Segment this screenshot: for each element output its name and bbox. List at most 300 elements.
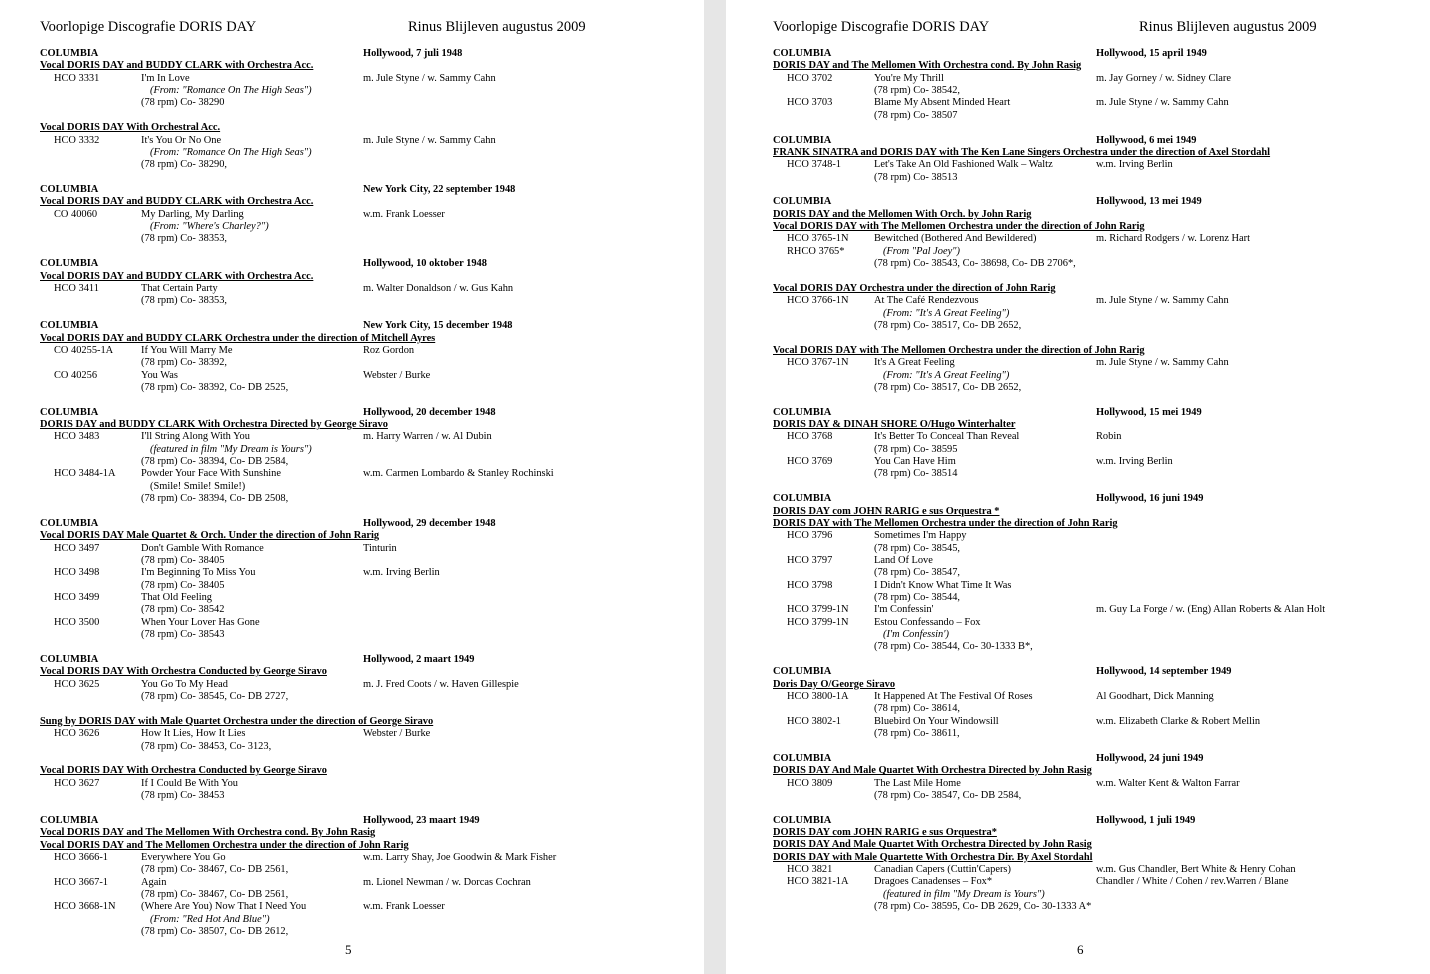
line-issue [773,543,1423,555]
composer: m. Jule Styne / w. Sammy Cahn [1096,295,1229,307]
line-track [773,691,1423,703]
line-label [40,654,680,666]
line-track [40,778,680,790]
line-heading [40,716,680,728]
line-label [40,320,680,332]
session-heading: Sung by DORIS DAY with Male Quartet Orchestra under the direction of George Siravo [40,715,434,727]
line-track [773,555,1423,567]
track-title: You're My Thrill [874,72,944,84]
issue-info: (78 rpm) Co- 38405 [141,555,225,567]
session-place-date: Hollywood, 13 mei 1949 [1096,196,1202,208]
label-name: COLUMBIA [40,48,99,59]
discography-body [40,48,680,951]
composer: w.m. Frank Loesser [363,901,445,913]
track-note: (From "Pal Joey") [883,245,961,257]
line-issue [40,790,680,802]
line-issue [773,320,1423,332]
line-track [773,233,1423,245]
line-track [773,876,1423,888]
page-header-title: Voorlopige Discografie DORIS DAY [773,19,990,35]
page-header-author: Rinus Blijleven augustus 2009 [408,19,586,35]
matrix-number: HCO 3668-1N [54,901,116,913]
session-block [773,283,1423,332]
line-track [40,877,680,889]
line-heading [773,518,1423,530]
issue-info: (78 rpm) Co- 38507 [874,109,958,121]
line-issue [40,493,680,505]
line-track [773,295,1423,307]
line-track [40,567,680,579]
composer: m. Harry Warren / w. Al Dubin [363,431,492,443]
issue-info: (78 rpm) Co- 38453, Co- 3123, [141,740,272,752]
session-block [40,258,680,307]
line-heading [773,506,1423,518]
line-heading [40,122,680,134]
composer: w.m. Walter Kent & Walton Farrar [1096,777,1240,789]
line-heading [773,147,1423,159]
track-title: If I Could Be With You [141,777,238,789]
label-name: COLUMBIA [40,518,99,529]
session-block [40,122,680,171]
issue-info: (78 rpm) Co- 38543, Co- 38698, Co- DB 2706*, [874,258,1076,270]
session-place-date: Hollywood, 23 maart 1949 [363,814,480,826]
matrix-number: HCO 3332 [54,134,100,146]
matrix-number: HCO 3702 [787,72,833,84]
line-issue [40,295,680,307]
line-heading [773,852,1423,864]
line-track [40,283,680,295]
issue-info: (78 rpm) Co- 38595 [874,443,958,455]
track-title: (Where Are You) Now That I Need You [141,901,307,913]
label-name: COLUMBIA [40,814,99,826]
line-issue [773,641,1423,653]
line-heading [40,60,680,72]
matrix-number: HCO 3800-1A [787,690,849,702]
line-label [773,753,1423,765]
label-name: COLUMBIA [773,48,832,59]
line-track [773,604,1423,616]
line-heading [40,196,680,208]
issue-info: (78 rpm) Co- 38507, Co- DB 2612, [141,925,289,937]
line-track [40,617,680,629]
composer: Tinturin [363,542,397,554]
composer: w.m. Irving Berlin [363,567,440,579]
issue-info: (78 rpm) Co- 38353, [141,233,228,245]
line-heading [773,765,1423,777]
matrix-number: CO 40255-1A [54,344,114,356]
session-place-date: Hollywood, 29 december 1948 [363,518,496,529]
session-heading: Vocal DORIS DAY and The Mellomen Orchestra under the direction of John Rarig [40,839,409,851]
session-heading: DORIS DAY And Male Quartet With Orchestra Directed by John Rasig [773,765,1092,777]
line-note [40,147,680,159]
line-issue [773,567,1423,579]
page-number: 6 [1077,942,1084,957]
composer: Al Goodhart, Dick Manning [1096,690,1214,702]
matrix-number: HCO 3626 [54,728,100,740]
matrix-number: HCO 3666-1 [54,851,108,863]
track-title: Blame My Absent Minded Heart [874,97,1011,109]
line-issue [40,357,680,369]
track-title: The Last Mile Home [874,777,961,789]
line-track [40,679,680,691]
track-title: Don't Gamble With Romance [141,542,264,554]
session-block [40,184,680,246]
label-name: COLUMBIA [40,320,99,332]
session-place-date: Hollywood, 14 september 1949 [1096,666,1232,678]
session-block [40,765,680,802]
line-issue [40,864,680,876]
matrix-number: HCO 3799-1N [787,604,849,616]
line-track [773,159,1423,171]
matrix-number: RHCO 3765* [787,245,845,257]
session-block [773,196,1423,270]
line-issue [773,728,1423,740]
track-title: It's You Or No One [141,134,222,146]
track-title: Estou Confessando – Fox [874,616,981,628]
matrix-number: HCO 3498 [54,567,100,579]
composer: w.m. Gus Chandler, Bert White & Henry Cohan [1096,864,1296,876]
session-place-date: Hollywood, 7 juli 1948 [363,48,463,59]
line-label [40,407,680,419]
line-issue [773,172,1423,184]
session-place-date: Hollywood, 1 juli 1949 [1096,814,1196,826]
line-heading [773,679,1423,691]
track-title: Bluebird On Your Windowsill [874,715,999,727]
track-title: That Certain Party [141,283,218,294]
session-block [40,48,680,110]
session-block [773,815,1423,914]
issue-info: (78 rpm) Co- 38542, [874,85,961,97]
line-issue [773,382,1423,394]
matrix-number: HCO 3767-1N [787,357,849,369]
issue-info: (78 rpm) Co- 38467, Co- DB 2561, [141,864,289,876]
track-title: How It Lies, How It Lies [141,728,246,740]
composer: w.m. Larry Shay, Joe Goodwin & Mark Fisher [363,851,557,863]
matrix-number: HCO 3768 [787,431,833,443]
line-label [40,258,680,270]
issue-info: (78 rpm) Co- 38290, [141,159,228,171]
line-track [773,456,1423,468]
line-issue [40,382,680,394]
session-heading: Doris Day O/George Siravo [773,678,896,690]
composer: m. Richard Rodgers / w. Lorenz Hart [1096,233,1250,245]
session-heading: Vocal DORIS DAY With Orchestral Acc. [40,122,221,134]
track-title: I'm In Love [141,72,190,84]
line-label [773,493,1423,505]
session-heading: Vocal DORIS DAY and BUDDY CLARK with Orchestra Acc. [40,196,314,208]
session-heading: Vocal DORIS DAY With Orchestra Conducted by George Siravo [40,765,327,777]
matrix-number: HCO 3821-1A [787,876,849,888]
line-issue [40,604,680,616]
composer: m. Jule Styne / w. Sammy Cahn [1096,357,1229,369]
line-track [773,97,1423,109]
line-heading [40,666,680,678]
issue-info: (78 rpm) Co- 38547, Co- DB 2584, [874,789,1022,801]
line-note [773,308,1423,320]
matrix-number: HCO 3748-1 [787,159,841,171]
track-note: (From: "Romance On The High Seas") [150,85,312,97]
line-label [40,184,680,196]
line-label [40,815,680,827]
track-title: If You Will Marry Me [141,344,233,356]
issue-info: (78 rpm) Co- 38517, Co- DB 2652, [874,381,1022,393]
composer: Roz Gordon [363,344,415,356]
line-track [40,431,680,443]
line-issue [40,889,680,901]
session-heading: DORIS DAY with The Mellomen Orchestra under the direction of John Rarig [773,518,1118,529]
line-note [773,370,1423,382]
line-issue [773,468,1423,480]
track-title: You Can Have Him [874,456,956,468]
matrix-number: HCO 3809 [787,777,833,789]
line-issue [773,703,1423,715]
session-place-date: Hollywood, 20 december 1948 [363,406,496,418]
track-title: My Darling, My Darling [141,208,244,220]
issue-info: (78 rpm) Co- 38595, Co- DB 2629, Co- 30-1333 A* [874,901,1092,913]
session-heading: Vocal DORIS DAY and The Mellomen With Orchestra cond. By John Rasig [40,827,376,839]
issue-info: (78 rpm) Co- 38514 [874,468,958,480]
issue-info: (78 rpm) Co- 38394, Co- DB 2584, [141,456,289,468]
line-heading [773,345,1423,357]
session-heading: Vocal DORIS DAY and BUDDY CLARK Orchestra under the direction of Mitchell Ayres [40,332,436,344]
session-block [40,716,680,753]
label-name: COLUMBIA [773,493,832,505]
line-heading [773,283,1423,295]
track-title: When Your Lover Has Gone [141,616,260,628]
session-heading: Vocal DORIS DAY With Orchestra Conducted by George Siravo [40,666,327,678]
line-label [773,196,1423,208]
composer: Webster / Burke [363,728,431,740]
matrix-number: HCO 3798 [787,579,833,591]
track-title: I Didn't Know What Time It Was [874,579,1012,591]
line-issue [40,926,680,938]
composer: w.m. Irving Berlin [1096,159,1173,171]
track-title: Everywhere You Go [141,851,226,863]
issue-info: (78 rpm) Co- 38392, [141,357,228,369]
matrix-number: HCO 3497 [54,542,100,554]
matrix-number: HCO 3703 [787,97,833,109]
session-block [773,407,1423,481]
label-name: COLUMBIA [40,258,99,270]
matrix-number: HCO 3769 [787,456,833,468]
session-heading: DORIS DAY com JOHN RARIG e sus Orquestra * [773,505,1000,517]
line-issue [40,691,680,703]
composer: Robin [1096,431,1122,443]
track-title: At The Café Rendezvous [874,295,979,307]
composer: w.m. Irving Berlin [1096,456,1173,468]
session-block [773,48,1423,122]
line-track [773,864,1423,876]
issue-info: (78 rpm) Co- 38545, [874,542,961,554]
line-issue [40,580,680,592]
line-track [773,431,1423,443]
session-block [773,493,1423,653]
track-title: Again [141,876,167,888]
line-track [40,901,680,913]
matrix-number: HCO 3625 [54,678,100,690]
track-title: Dragoes Canadenses – Fox* [874,876,993,888]
line-track [773,778,1423,790]
line-heading [40,419,680,431]
issue-info: (78 rpm) Co- 38517, Co- DB 2652, [874,320,1022,332]
session-place-date: Hollywood, 10 oktober 1948 [363,258,487,270]
matrix-number: HCO 3765-1N [787,233,849,245]
matrix-number: HCO 3799-1N [787,616,849,628]
issue-info: (78 rpm) Co- 38542 [141,604,225,616]
session-heading: FRANK SINATRA and DORIS DAY with The Ken Lane Singers Orchestra under the direction of Axel Stordahl [773,146,1271,158]
line-note [773,629,1423,641]
matrix-number: CO 40060 [54,208,98,220]
composer: Webster / Burke [363,369,431,381]
session-heading: DORIS DAY And Male Quartet With Orchestra Directed by John Rasig [773,839,1092,851]
issue-info: (78 rpm) Co- 38545, Co- DB 2727, [141,690,289,702]
session-block [773,135,1423,184]
line-issue [773,790,1423,802]
line-note [40,914,680,926]
track-title: I'm Beginning To Miss You [141,567,256,579]
line-label [773,135,1423,147]
session-heading: DORIS DAY and The Mellomen With Orchestra cond. By John Rasig [773,60,1082,72]
label-name: COLUMBIA [773,814,832,826]
label-name: COLUMBIA [40,184,99,196]
issue-info: (78 rpm) Co- 38544, [874,592,961,604]
line-heading [773,60,1423,72]
matrix-number: HCO 3483 [54,431,100,443]
line-track [773,716,1423,728]
issue-info: (78 rpm) Co- 38544, Co- 30-1333 B*, [874,641,1033,653]
composer: m. Jule Styne / w. Sammy Cahn [363,134,496,146]
line-track [773,530,1423,542]
track-title: Canadian Capers (Cuttin'Capers) [874,864,1011,876]
composer: Chandler / White / Cohen / rev.Warren / Blane [1096,876,1289,888]
track-note: (featured in film "My Dream is Yours") [150,443,312,455]
track-title: Bewitched (Bothered And Bewildered) [874,233,1037,245]
session-place-date: Hollywood, 15 april 1949 [1096,48,1207,59]
session-place-date: New York City, 15 december 1948 [363,320,513,332]
line-label [40,518,680,530]
line-label [773,666,1423,678]
line-track [40,592,680,604]
line-track [40,543,680,555]
label-name: COLUMBIA [773,406,832,418]
track-title: It Happened At The Festival Of Roses [874,690,1033,702]
line-track [40,209,680,221]
line-label [773,48,1423,60]
line-issue [40,741,680,753]
line-heading [40,530,680,542]
matrix-number: CO 40256 [54,369,98,381]
line-heading [40,827,680,839]
line-heading [773,419,1423,431]
session-heading: Vocal DORIS DAY Orchestra under the direction of John Rarig [773,283,1056,294]
issue-info: (78 rpm) Co- 38513 [874,171,958,183]
line-heading [773,209,1423,221]
line-track [773,73,1423,85]
line-issue [773,901,1423,913]
track-note: (I'm Confessin') [883,629,949,641]
matrix-number: HCO 3411 [54,283,99,294]
session-place-date: Hollywood, 2 maart 1949 [363,653,475,665]
line-issue [40,97,680,109]
track-title: Let's Take An Old Fashioned Walk – Waltz [874,159,1053,171]
composer: w.m. Elizabeth Clarke & Robert Mellin [1096,715,1261,727]
issue-info: (78 rpm) Co- 38467, Co- DB 2561, [141,888,289,900]
session-block [40,518,680,641]
session-block [773,666,1423,740]
issue-info: (78 rpm) Co- 38290 [141,97,225,109]
line-track [40,73,680,85]
issue-info: (78 rpm) Co- 38405 [141,579,225,591]
track-title: You Was [141,369,178,381]
session-heading: DORIS DAY with Male Quartette With Orchestra Dir. By Axel Stordahl [773,851,1093,863]
line-issue [773,258,1423,270]
track-title: I'll String Along With You [141,431,250,443]
line-track [40,370,680,382]
track-title: Land Of Love [874,555,933,567]
label-name: COLUMBIA [773,196,832,208]
line-track [40,345,680,357]
session-place-date: Hollywood, 24 juni 1949 [1096,752,1204,764]
line-issue [40,159,680,171]
session-block [773,345,1423,394]
track-note: (From: "Romance On The High Seas") [150,146,312,158]
session-place-date: New York City, 22 september 1948 [363,184,516,196]
track-title: You Go To My Head [141,678,228,690]
document-page-5 [0,0,704,974]
track-title: That Old Feeling [141,592,212,604]
line-label [40,48,680,60]
session-heading: Vocal DORIS DAY and BUDDY CLARK with Orchestra Acc. [40,60,314,72]
line-heading [773,221,1423,233]
discography-body [773,48,1423,926]
line-track [40,468,680,480]
composer: m. Guy La Forge / w. (Eng) Allan Roberts & Alan Holt [1096,604,1326,616]
line-track [40,135,680,147]
line-label [773,407,1423,419]
composer: m. J. Fred Coots / w. Haven Gillespie [363,678,519,690]
composer: m. Jule Styne / w. Sammy Cahn [363,72,496,84]
session-place-date: Hollywood, 6 mei 1949 [1096,134,1197,146]
line-track [40,852,680,864]
issue-info: (78 rpm) Co- 38453 [141,790,225,802]
issue-info: (78 rpm) Co- 38614, [874,703,961,715]
line-issue [773,85,1423,97]
track-note: (From: "Red Hot And Blue") [150,913,270,925]
label-name: COLUMBIA [773,666,832,678]
matrix-number: HCO 3796 [787,530,833,542]
page-header-title: Voorlopige Discografie DORIS DAY [40,19,257,35]
issue-info: (78 rpm) Co- 38611, [874,728,960,739]
label-name: COLUMBIA [773,134,832,146]
composer: m. Lionel Newman / w. Dorcas Cochran [363,876,531,888]
track-title: I'm Confessin' [874,604,934,616]
label-name: COLUMBIA [773,752,832,764]
track-subtitle: (Smile! Smile! Smile!) [150,480,246,492]
track-title: It's A Great Feeling [874,357,955,369]
label-name: COLUMBIA [40,406,99,418]
track-note: (From: "It's A Great Feeling") [883,369,1010,381]
line-note [773,889,1423,901]
line-plain [40,481,680,493]
line-note [40,221,680,233]
page-header-author: Rinus Blijleven augustus 2009 [1139,19,1317,35]
composer: m. Jule Styne / w. Sammy Cahn [1096,97,1229,109]
composer: w.m. Frank Loesser [363,208,445,220]
document-page-6 [726,0,1430,974]
matrix-number: HCO 3484-1A [54,468,116,480]
session-place-date: Hollywood, 16 juni 1949 [1096,493,1204,505]
session-heading: Vocal DORIS DAY and BUDDY CLARK with Orchestra Acc. [40,270,314,282]
